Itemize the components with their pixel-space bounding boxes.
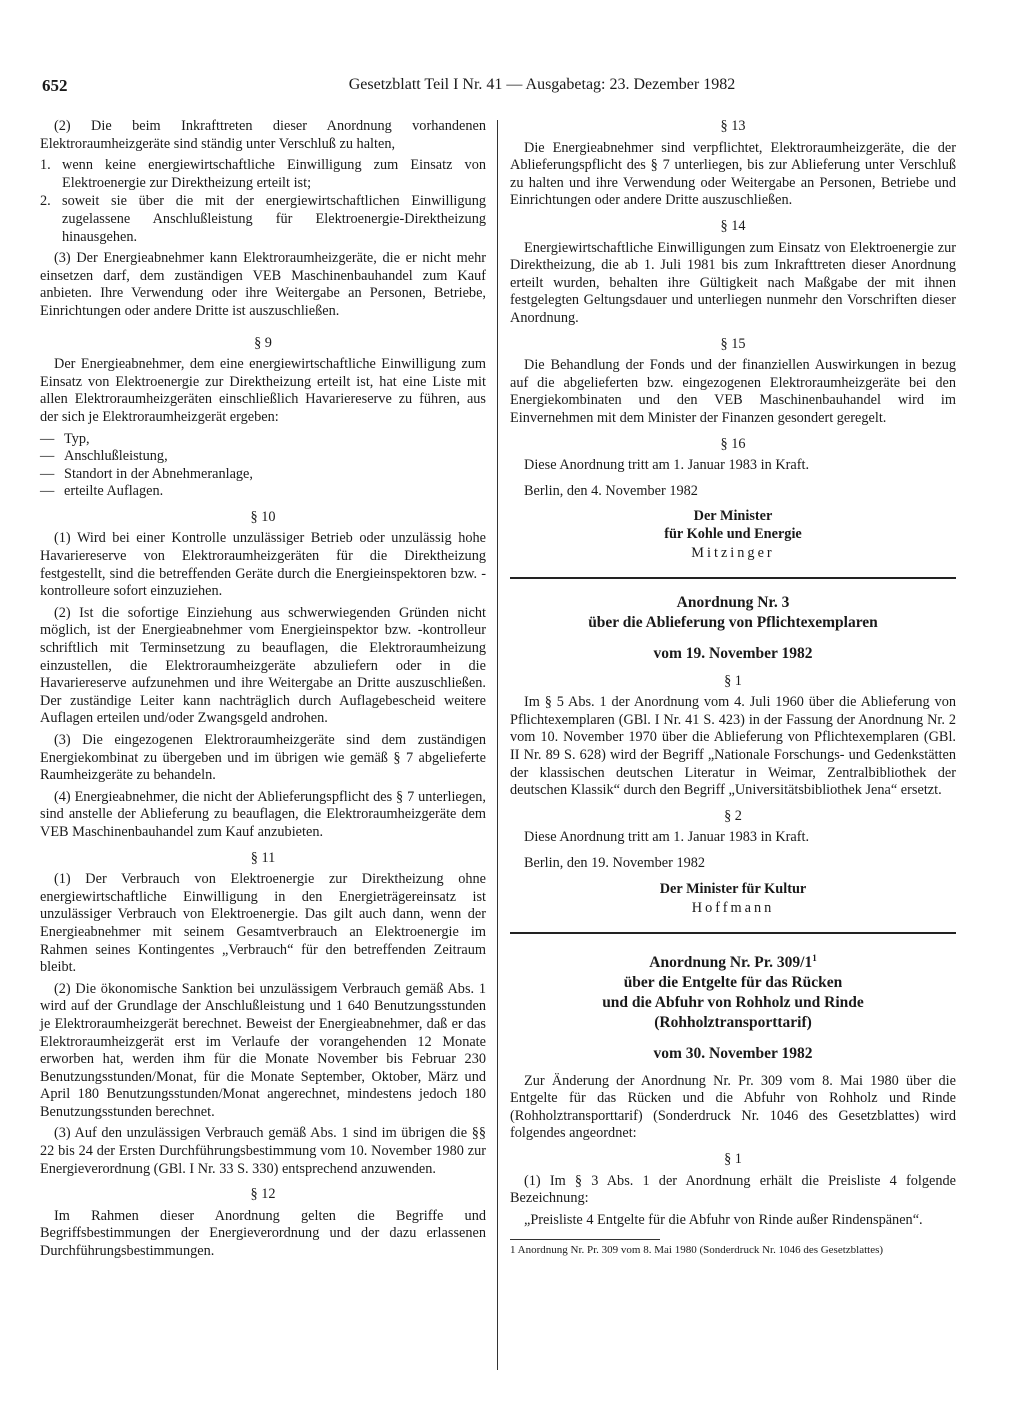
section-heading-10: § 10	[250, 508, 276, 525]
section-10-p3: (3) Die eingezogenen Elektroraumheizgeräte sind dem zuständigen Energiekombinat zu übergeben und im übrigen wie gemäß § 7 abgelieferte Raumheizgeräte zu behandeln.	[40, 732, 486, 784]
list-item: — Standort in der Abnehmeranlage,	[40, 465, 253, 482]
section-heading-13: § 13	[720, 118, 746, 134]
signature-block-2	[510, 881, 956, 918]
ordinance-2-s1-text: Im § 5 Abs. 1 der Anordnung vom 4. Juli 1960 über die Ablieferung von Pflichtexemplaren (GBl. I Nr. 41 S. 423) in der Fassung der Anordnung Nr. 2 vom 10. November 1970 über die Ablieferung von Pflichtexemplaren (GBl. II Nr. 89 S. 628) wird der Begriff „Nationale Forschungs- und Gedenkstätten der klassischen deutschen Literatur in Weimar, Zentralbibliothek der deutschen Klassik“ durch den Begriff „Universitätsbibliothek Jena“ ersetzt.	[510, 694, 956, 799]
section-heading-12: § 12	[250, 1186, 276, 1203]
list-item: — erteilte Auflagen.	[40, 483, 164, 500]
section-12-text: Im Rahmen dieser Anordnung gelten die Begriffe und Begriffsbestimmungen der Energieverordnung und der dazu erlassenen Durchführungsbestimmungen.	[40, 1207, 486, 1260]
section-11-p3: (3) Auf den unzulässigen Verbrauch gemäß Abs. 1 sind im übrigen die §§ 22 bis 24 der Ersten Durchführungsbestimmung vom 10. November 1980 zur Energieverordnung (GBl. I Nr. 33 S. 330) entsprechend anzuwenden.	[40, 1125, 486, 1177]
list-item: 2. soweit sie über die mit der energiewirtschaftlichen Einwilligung zugelassene Anschlußleistung für Elektroenergie-Direktheizung hinausgehen.	[40, 193, 486, 245]
section-13-text: Die Energieabnehmer sind verpflichtet, Elektroraumheizgeräte, die der Ablieferungspflicht des § 7 unterliegen, bis zur Ablieferung unter Verschluß zu halten und ihre Verwendung oder Weitergabe an Personen, Betriebe und Einrichtungen oder andere Dritte auszuschließen.	[510, 139, 956, 209]
ordinance-3-date: vom 30. November 1982	[653, 1044, 813, 1062]
left-column	[40, 118, 486, 1265]
section-heading-16: § 16	[720, 435, 746, 452]
ordinance-3-s1-quote: „Preisliste 4 Entgelte für die Abfuhr von Rinde außer Rindenspänen“.	[524, 1211, 923, 1228]
date-line-2: Berlin, den 19. November 1982	[524, 855, 706, 871]
paragraph-8-2: (2) Die beim Inkrafttreten dieser Anordnung vorhandenen Elektroraumheizgeräte sind ständig unter Verschluß zu halten,	[40, 118, 486, 152]
paragraph-8-3: (3) Der Energieabnehmer kann Elektroraumheizgeräte, die er nicht mehr einsetzen darf, dem zuständigen VEB Maschinenbauhandel zum Kauf anbieten. Ihre Verwendung oder ihre Weitergabe an Personen, Betriebe, Einrichtungen oder andere Dritte ist auszuschließen.	[40, 250, 486, 319]
separator	[510, 577, 956, 579]
signature-name: Mitzinger	[691, 545, 775, 562]
section-heading-14: § 14	[720, 217, 746, 234]
date-line-1: Berlin, den 4. November 1982	[524, 482, 698, 499]
page-number: 652	[42, 76, 68, 95]
section-9-text: Der Energieabnehmer, dem eine energiewirtschaftliche Einwilligung zum Einsatz von Elektroenergie zur Direktheizung erteilt ist, hat eine Liste mit allen Elektroraumheizgeräten einschließlich Havariereserve zu führen, aus der sich je Elektroraumheizgerät ergeben:	[40, 356, 486, 425]
column-divider	[497, 120, 498, 1370]
signature-title: Der Minister für Kultur	[659, 880, 807, 897]
list-item: — Typ,	[40, 430, 90, 447]
section-heading-1: § 1	[724, 1150, 742, 1167]
ordinance-3-title: Anordnung Nr. Pr. $309/1^1$ über die Entgelte für das Rücken und die Abfuhr von Rohholz und Rinde (Rohholztransporttarif)	[602, 952, 864, 1031]
footnote: 1 Anordnung Nr. Pr. 309 vom 8. Mai 1980 (Sonderdruck Nr. 1046 des Gesetzblattes)	[510, 1244, 884, 1257]
separator	[510, 932, 956, 934]
section-14-text: Energiewirtschaftliche Einwilligungen zum Einsatz von Elektroenergie zur Direktheizung, die ab 1. Juli 1981 bis zum Inkrafttreten dieser Anordnung erteilt wurden, behalten ihre Gültigkeit nach Maßgabe der mit ihnen festgelegten Geltungsdauer und unterliegen nunmehr den Vorschriften dieser Anordnung.	[510, 239, 956, 326]
section-heading-11: § 11	[250, 849, 276, 866]
signature-name: Hoffmann	[691, 900, 775, 917]
section-10-p2: (2) Ist die sofortige Einziehung aus schwerwiegenden Gründen nicht möglich, ist der Energieabnehmer vom Energieinspektor bzw. -kontrolleur schriftlich mit Terminsetzung zu beauflagen, die Elektroraumheizung einzustellen, die Elektroraumheizgeräte abzuliefern oder in die Havariereserve aufzunehmen und ihre Weitergabe an Dritte auszuschließen. Der zuständige Leiter kann nachträglich durch Auflagebescheid weitere Auflagen erteilen und/oder Zwangsgeld androhen.	[40, 604, 486, 727]
section-10-p4: (4) Energieabnehmer, die nicht der Ablieferungspflicht des § 7 unterliegen, sind anstelle der Ablieferung zu beauflagen, die Elektroraumheizgeräte dem VEB Maschinenbauhandel zum Kauf anzubieten.	[40, 788, 486, 840]
page-header-title: Gesetzblatt Teil I Nr. 41 — Ausgabetag: 23. Dezember 1982	[348, 76, 736, 93]
right-column	[510, 118, 956, 1257]
section-heading-1: § 1	[724, 672, 742, 689]
section-11-p1: (1) Der Verbrauch von Elektroenergie zur Direktheizung ohne energiewirtschaftliche Einwilligung in den Energieträgereinsatz ist unzulässiger Verbrauch von Elektroenergie. Das gilt auch dann, wenn der Energieabnehmer mit seinem Gesamtverbrauch an Elektroenergie im Rahmen seines Kontingentes „Verbrauch“ für den betreffenden Zeitraum bleibt.	[40, 871, 486, 976]
section-16-text: Diese Anordnung tritt am 1. Januar 1983 in Kraft.	[524, 457, 810, 474]
ordinance-3-s1-text: (1) Im § 3 Abs. 1 der Anordnung erhält die Preisliste 4 folgende Bezeichnung:	[510, 1172, 956, 1207]
ordinance-2-date: vom 19. November 1982	[653, 645, 813, 663]
section-heading-9: § 9	[254, 334, 272, 351]
section-11-p2: (2) Die ökonomische Sanktion bei unzulässigem Verbrauch gemäß Abs. 1 wird auf der Grundlage der Anschlußleistung und 1 640 Benutzungsstunden je Elektroraumheizgerät berechnet. Beweist der Energieabnehmer, daß er das Elektroraumheizgerät erst im Verlaufe der vorangehenden 12 Monate erworben hat, werden ihm für die Monate November bis Februar 230 Benutzungsstunden/Monat, für die Monate September, Oktober, März und April 180 Benutzungsstunden/Monat angerechnet, mindestens jedoch 180 Benutzungsstunden berechnet.	[40, 980, 486, 1120]
list-item: 1. wenn keine energiewirtschaftliche Einwilligung zum Einsatz von Elektroenergie zur Direktheizung erteilt ist;	[40, 157, 486, 191]
signature-block-1	[510, 508, 956, 563]
section-10-p1: (1) Wird bei einer Kontrolle unzulässiger Betrieb oder unzulässig hohe Havariereserve von Elektroraumheizgeräten für die Direktheizung festgestellt, sind die betreffenden Geräte durch die Energieinspektoren bzw. -kontrolleure sofort einzuziehen.	[40, 530, 486, 600]
signature-title: Der Minister	[693, 508, 773, 525]
section-heading-2: § 2	[724, 807, 742, 824]
ordinance-3-intro: Zur Änderung der Anordnung Nr. Pr. 309 vom 8. Mai 1980 über die Entgelte für das Rücken und die Abfuhr von Rohholz und Rinde (Rohholztransporttarif) (Sonderdruck Nr. 1046 des Gesetzblattes) wird folgendes angeordnet:	[510, 1072, 956, 1142]
signature-title: für Kohle und Energie	[664, 525, 802, 542]
list-item: — Anschlußleistung,	[40, 448, 168, 465]
section-heading-15: § 15	[720, 335, 746, 352]
footnote-mark: 1	[812, 952, 817, 963]
ordinance-2-s2-text: Diese Anordnung tritt am 1. Januar 1983 in Kraft.	[524, 829, 810, 846]
ordinance-2-title: Anordnung Nr. 3 über die Ablieferung von Pflichtexemplaren	[588, 594, 878, 632]
footnote-separator	[510, 1239, 660, 1240]
section-15-text: Die Behandlung der Fonds und der finanziellen Auswirkungen in bezug auf die abgelieferten bzw. eingezogenen Elektroraumheizgeräte bei den Energiekombinaten und den VEB Maschinenbauhandel wird im Einvernehmen mit dem Minister der Finanzen gesondert geregelt.	[510, 357, 956, 426]
